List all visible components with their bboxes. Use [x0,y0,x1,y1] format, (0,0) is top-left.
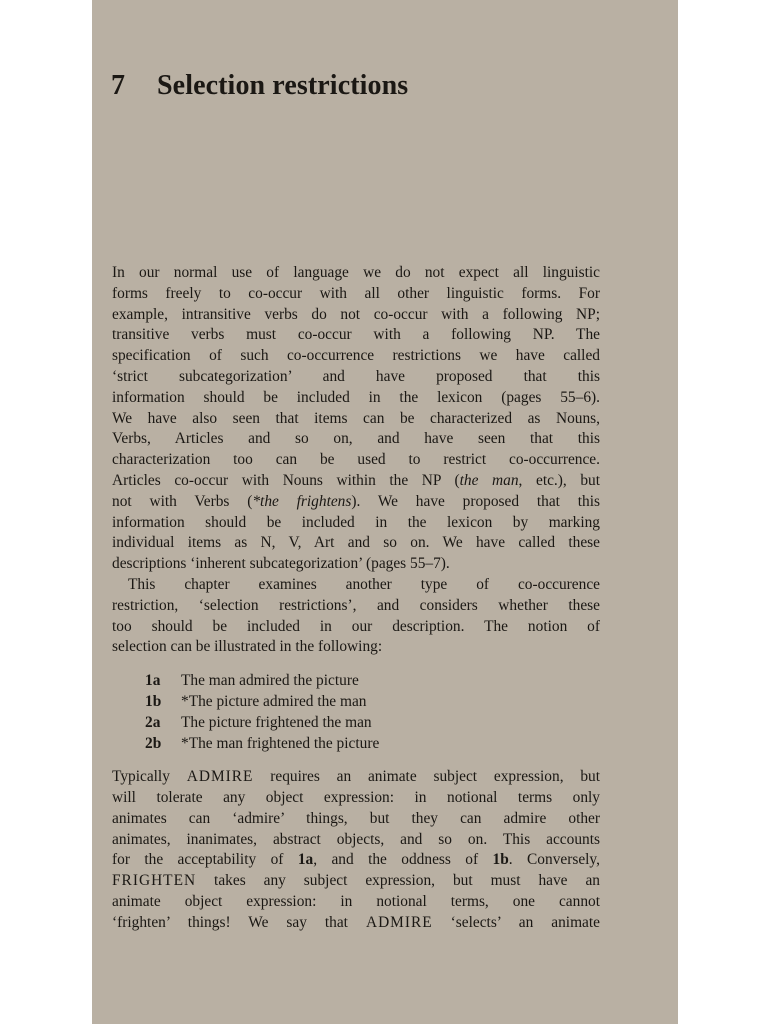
text-line: information should be included in the lexicon (pages 55–6). [112,388,600,406]
example-sentence: *The picture admired the man [181,693,367,711]
example-item [145,712,600,733]
example-number: 1a [145,672,161,690]
example-ref: 1a [297,851,314,869]
italic-example: the man [459,471,519,489]
text-line: This chapter examines another type of co-occurence [128,575,600,593]
text-segment: for the acceptability of [112,851,298,869]
text-line: information should be included in the lexicon by marking [112,513,600,531]
text-line [112,850,600,871]
example-number: 2a [145,714,161,732]
text-line: too should be included in our description. The notion of [112,617,600,635]
text-line: specification of such co-occurrence restrictions we have called [112,347,600,365]
text-segment: requires an animate subject expression, but [253,768,601,786]
example-sentence: The picture frightened the man [181,714,372,732]
text-line: characterization too can be used to restrict co-occurrence. [112,451,600,469]
text-line: animates can ‘admire’ things, but they can admire other [112,809,600,827]
text-line: selection can be illustrated in the following: [112,638,383,656]
text-line: forms freely to co-occur with all other linguistic forms. For [112,284,600,302]
text-segment: ‘frighten’ things! We say that [112,913,366,931]
text-segment: Articles co-occur with Nouns within the NP ( [112,471,460,489]
example-item [145,670,600,691]
paragraph-2 [112,575,600,658]
text-line: Verbs, Articles and so on, and have seen that this [112,430,600,448]
book-page [92,0,678,1024]
text-line [112,871,600,892]
text-segment: ). We have proposed that this [351,492,600,510]
text-segment: Typically [112,768,187,786]
text-line: ‘strict subcategorization’ and have proposed that this [112,367,600,385]
chapter-heading [111,70,408,102]
chapter-title: Selection restrictions [157,70,409,101]
text-segment: . Conversely, [508,851,600,869]
text-line [112,767,600,788]
text-segment: takes any subject expression, but must have an [196,872,600,890]
text-line: animates, inanimates, abstract objects, and so on. This accounts [112,830,600,848]
small-caps-term: ADMIRE [365,913,433,931]
example-sentence: The man admired the picture [181,672,359,690]
small-caps-term: ADMIRE [186,768,254,786]
text-line: example, intransitive verbs do not co-occur with a following NP; [112,305,600,323]
italic-example: *the frightens [252,492,352,510]
text-line: will tolerate any object expression: in notional terms only [112,788,600,806]
example-number: 1b [145,693,162,711]
example-item [145,691,600,712]
small-caps-term: FRIGHTEN [112,872,197,890]
text-line: transitive verbs must co-occur with a following NP. The [112,326,600,344]
text-segment: not with Verbs ( [112,492,253,510]
text-line: We have also seen that items can be characterized as Nouns, [112,409,600,427]
example-ref: 1b [492,851,509,869]
text-line: descriptions ‘inherent subcategorization’ (pages 55–7). [112,555,450,573]
chapter-number: 7 [111,70,126,101]
text-line [112,913,600,934]
example-item [145,733,600,754]
example-sentence: *The man frightened the picture [181,735,380,753]
text-line: restriction, ‘selection restrictions’, and considers whether these [112,596,600,614]
text-line [112,492,600,513]
text-line [112,471,600,492]
paragraph-3 [112,767,600,933]
text-line: animate object expression: in notional terms, one cannot [112,892,600,910]
example-number: 2b [145,735,162,753]
example-list [145,670,600,754]
text-line: individual items as N, V, Art and so on. We have called these [112,534,600,552]
text-segment: , and the oddness of [313,851,493,869]
paragraph-1 [112,263,600,575]
text-segment: ‘selects’ an animate [432,913,600,931]
text-line: In our normal use of language we do not expect all linguistic [112,264,600,281]
text-segment: , etc.), but [518,471,601,489]
body-text [112,263,600,934]
